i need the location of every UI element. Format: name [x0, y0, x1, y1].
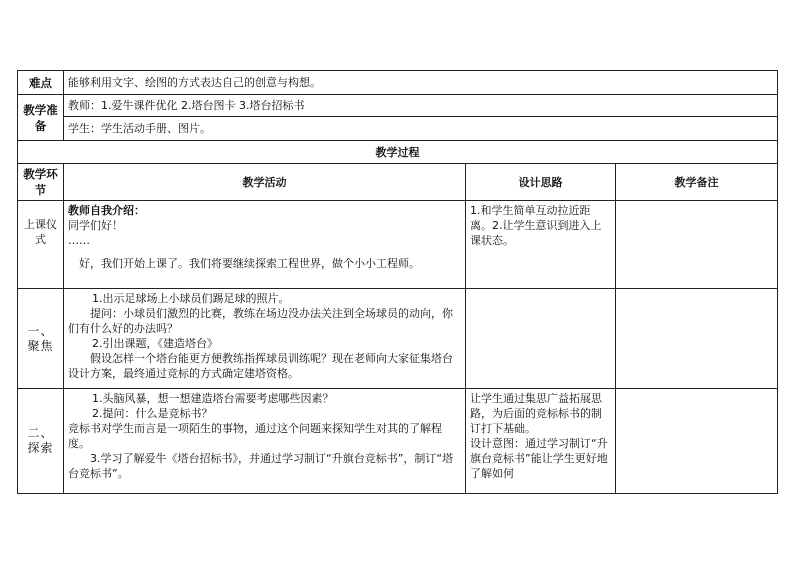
process-title: 教学过程 [18, 141, 778, 164]
design-line: 1.和学生简单互动拉近距离。2.让学生意识到进入上课状态。 [470, 204, 602, 247]
header-stage: 教学环节 [18, 164, 64, 201]
activity-line: …… [68, 234, 90, 247]
row-notes [616, 289, 778, 389]
activity-line: 假设怎样一个塔台能更方便教练指挥球员训练呢？现在老师向大家征集塔台设计方案，最终通过竞标的方式确定建塔资格。 [68, 352, 453, 380]
row-design [466, 289, 616, 389]
activity-line: 教师自我介绍： [68, 204, 145, 217]
activity-line: 同学们好！ [68, 219, 123, 232]
row-stage: 一、聚焦 [18, 289, 64, 389]
row-notes [616, 201, 778, 289]
row-stage: 二、探索 [18, 389, 64, 494]
design-line: 让学生通过集思广益拓展思路，为后面的竞标标书的制订打下基础。 [470, 392, 602, 435]
activity-line: 提问：小球员们激烈的比赛，教练在场边没办法关注到全场球员的动向，你们有什么好的办法吗？ [68, 307, 453, 335]
header-activity: 教学活动 [64, 164, 466, 201]
row-design [466, 389, 616, 494]
lesson-plan-table [17, 70, 778, 494]
row-notes [616, 389, 778, 494]
difficulty-label: 难点 [18, 71, 64, 95]
activity-line: 3.学习了解爱牛《塔台招标书》，并通过学习制订“升旗台竞标书”，制订“塔台竞标书”。 [68, 452, 454, 480]
row-activity [64, 389, 466, 494]
row-stage: 上课仪式 [18, 201, 64, 289]
design-line: 设计意图：通过学习制订“升旗台竞标书”能让学生更好地了解如何 [470, 437, 608, 480]
header-design: 设计思路 [466, 164, 616, 201]
activity-line: 好，我们开始上课了。我们将要继续探索工程世界，做个小小工程师。 [79, 257, 420, 270]
activity-line: 2.提问：什么是竞标书？ [92, 407, 213, 420]
row-activity [64, 201, 466, 289]
activity-line: 1.头脑风暴，想一想建造塔台需要考虑哪些因素？ [92, 392, 334, 405]
prep-student: 学生：学生活动手册、图片。 [64, 117, 778, 141]
activity-line: 1.出示足球场上小球员们踢足球的照片。 [92, 292, 290, 305]
row-activity [64, 289, 466, 389]
row-design [466, 201, 616, 289]
prep-label: 教学准备 [18, 95, 64, 141]
prep-teacher: 教师：1.爱牛课件优化 2.塔台图卡 3.塔台招标书 [64, 95, 778, 117]
activity-line: 竞标书对学生而言是一项陌生的事物，通过这个问题来探知学生对其的了解程度。 [68, 422, 442, 450]
header-notes: 教学备注 [616, 164, 778, 201]
difficulty-text: 能够利用文字、绘图的方式表达自己的创意与构想。 [64, 71, 778, 95]
activity-line: 2.引出课题，《建造塔台》 [92, 337, 218, 350]
